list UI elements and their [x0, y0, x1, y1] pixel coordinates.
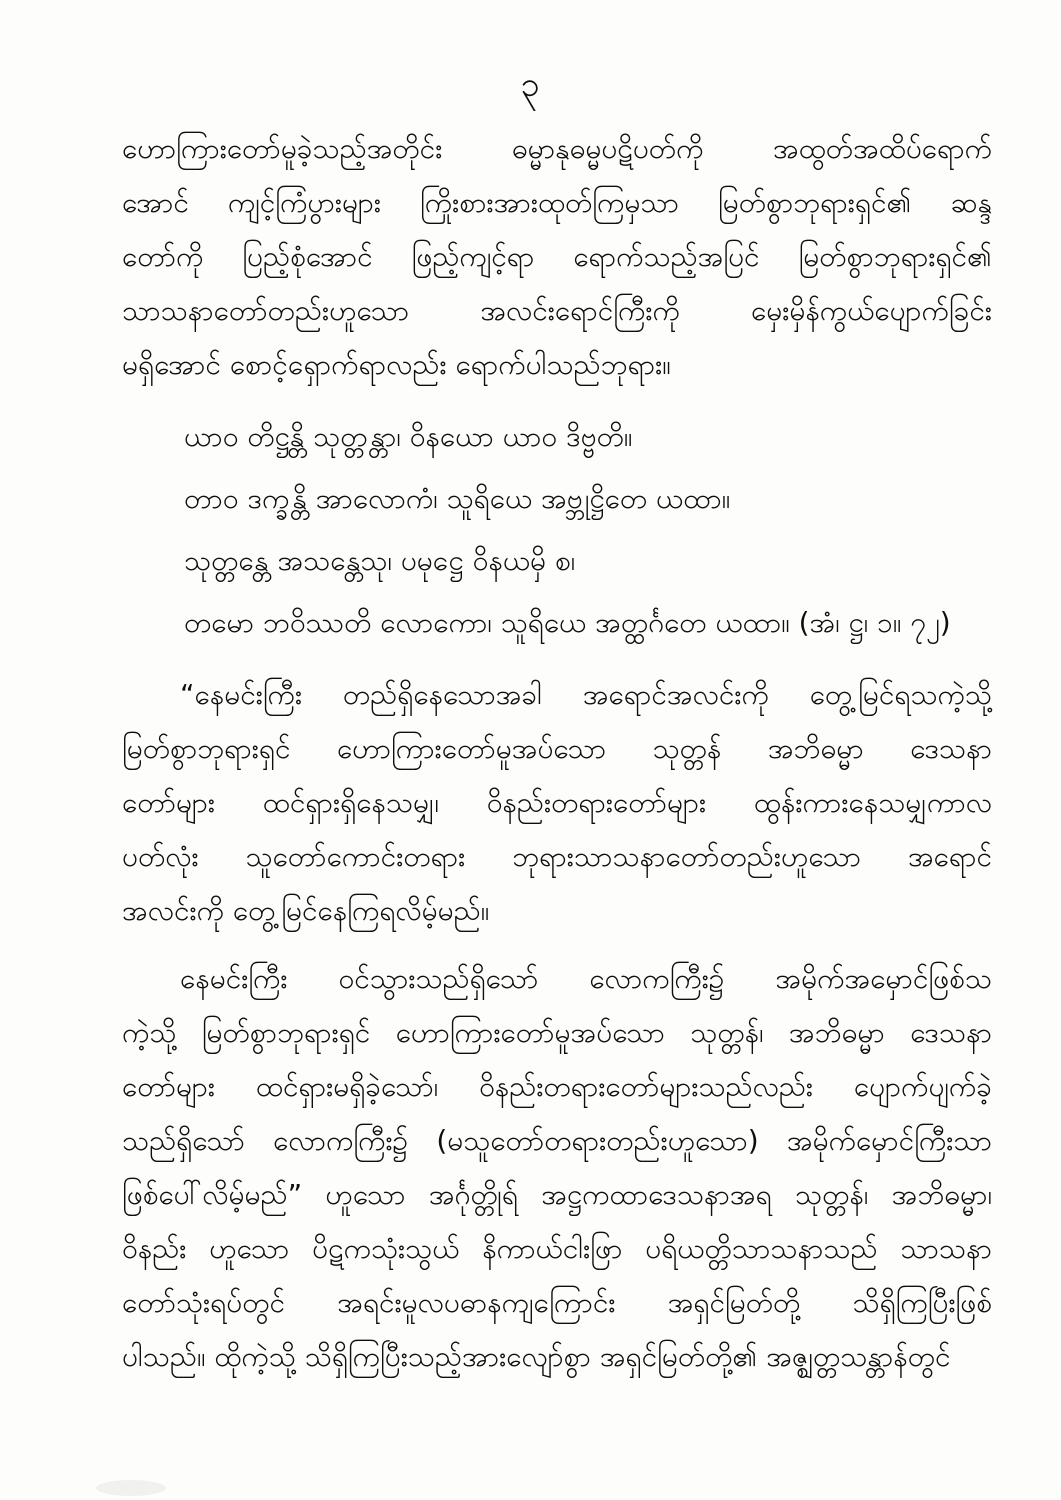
page-number: ၃ [520, 65, 541, 105]
scan-artifact [96, 1480, 166, 1496]
text-line: ပါသည်။ ထိုကဲ့သို့ သိရှိကြပြီးသည့်အားလျော်စွာ အရှင်မြတ်တို့၏ အဇ္ဈတ္တသန္တာန်တွင် [122, 1340, 951, 1373]
text-line: ပတ်လုံး သူတော်ကောင်းတရား ဘုရားသာသနာတော်တည်းဟူသော အရောင် [122, 840, 992, 873]
page-body [122, 122, 992, 1384]
text-line: အလင်းကို တွေ့မြင်နေကြရလိမ့်မည်။ [122, 894, 490, 927]
text-paragraph [122, 668, 992, 938]
text-line: တော်များ ထင်ရှားမရှိခဲ့သော်၊ ဝိနည်းတရားတော်များသည်လည်း ပျောက်ပျက်ခဲ့ [122, 1070, 992, 1103]
text-line: မရှိအောင် စောင့်ရှောက်ရာလည်း ရောက်ပါသည်ဘုရား။ [122, 348, 671, 381]
text-line: တာဝ ဒက္ခန္တိ အာလောကံ၊ သူရိယေ အဗ္ဘုဋ္ဌိတေ ယထာ။ [184, 482, 731, 515]
text-line: တော်သုံးရပ်တွင် အရင်းမူလပဓာနကျကြောင်း အရှင်မြတ်တို့ သိရှိကြပြီးဖြစ် [122, 1286, 992, 1319]
text-line: ကဲ့သို့ မြတ်စွာဘုရားရှင် ဟောကြားတော်မူအပ်သော သုတ္တန်၊ အဘိဓမ္မာ ဒေသနာ [122, 1016, 992, 1049]
text-line: သည်ရှိသော် လောကကြီး၌ (မသူတော်တရားတည်းဟူသော) အမိုက်မှောင်ကြီးသာ [122, 1124, 992, 1157]
text-line: ဝိနည်း ဟူသော ပိဋကသုံးသွယ် နိကာယ်ငါးဖြာ ပရိယတ္တိသာသနာသည် သာသနာ [122, 1232, 992, 1265]
text-line: တမော ဘဝိဿတိ လောကော၊ သူရိယေ အတ္ထင်္ဂတေ ယထာ။ (အံ၊ ဋ္ဌ၊ ၁။ ၇၂) [184, 606, 951, 639]
text-line: မြတ်စွာဘုရားရှင် ဟောကြားတော်မူအပ်သော သုတ္တန် အဘိဓမ္မာ ဒေသနာ [122, 732, 992, 765]
text-line: သာသနာတော်တည်းဟူသော အလင်းရောင်ကြီးကို မှေးမှိန်ကွယ်ပျောက်ခြင်း [122, 294, 992, 327]
text-line: သုတ္တန္တေ အသန္တေသု၊ ပမုဋ္ဌေ ဝိနယမှိ စ၊ [184, 544, 576, 577]
text-line: တော်ကို ပြည့်စုံအောင် ဖြည့်ကျင့်ရာ ရောက်သည့်အပြင် မြတ်စွာဘုရားရှင်၏ [122, 240, 992, 273]
text-line: ယာဝ တိဋ္ဌန္တိ သုတ္တန္တာ၊ ဝိနယော ယာဝ ဒိဗ္ဗတိ။ [184, 420, 633, 453]
text-line: ဟောကြားတော်မူခဲ့သည့်အတိုင်း ဓမ္မာနုဓမ္မပဋိပတ်ကို အထွတ်အထိပ်ရောက် [122, 132, 992, 165]
text-line: နေမင်းကြီး ဝင်သွားသည်ရှိသော် လောကကြီး၌ အမိုက်အမှောင်ဖြစ်သ [180, 962, 992, 995]
pali-verse-block [122, 406, 992, 654]
text-paragraph [122, 122, 992, 392]
text-line: တော်များ ထင်ရှားရှိနေသမျှ၊ ဝိနည်းတရားတော်များ ထွန်းကားနေသမျှကာလ [122, 786, 992, 819]
text-line: “နေမင်းကြီး တည်ရှိနေသောအခါ အရောင်အလင်းကို တွေ့မြင်ရသကဲ့သို့ [180, 678, 992, 711]
text-paragraph [122, 952, 992, 1384]
text-line: ဖြစ်ပေါ်လိမ့်မည်” ဟူသော အင်္ဂုတ္တိုရ် အဋ္ဌကထာဒေသနာအရ သုတ္တန်၊ အဘိဓမ္မာ၊ [122, 1178, 992, 1211]
text-line: အောင် ကျင့်ကြံပွားများ ကြိုးစားအားထုတ်ကြမှသာ မြတ်စွာဘုရားရှင်၏ ဆန္ဒ [122, 186, 992, 219]
